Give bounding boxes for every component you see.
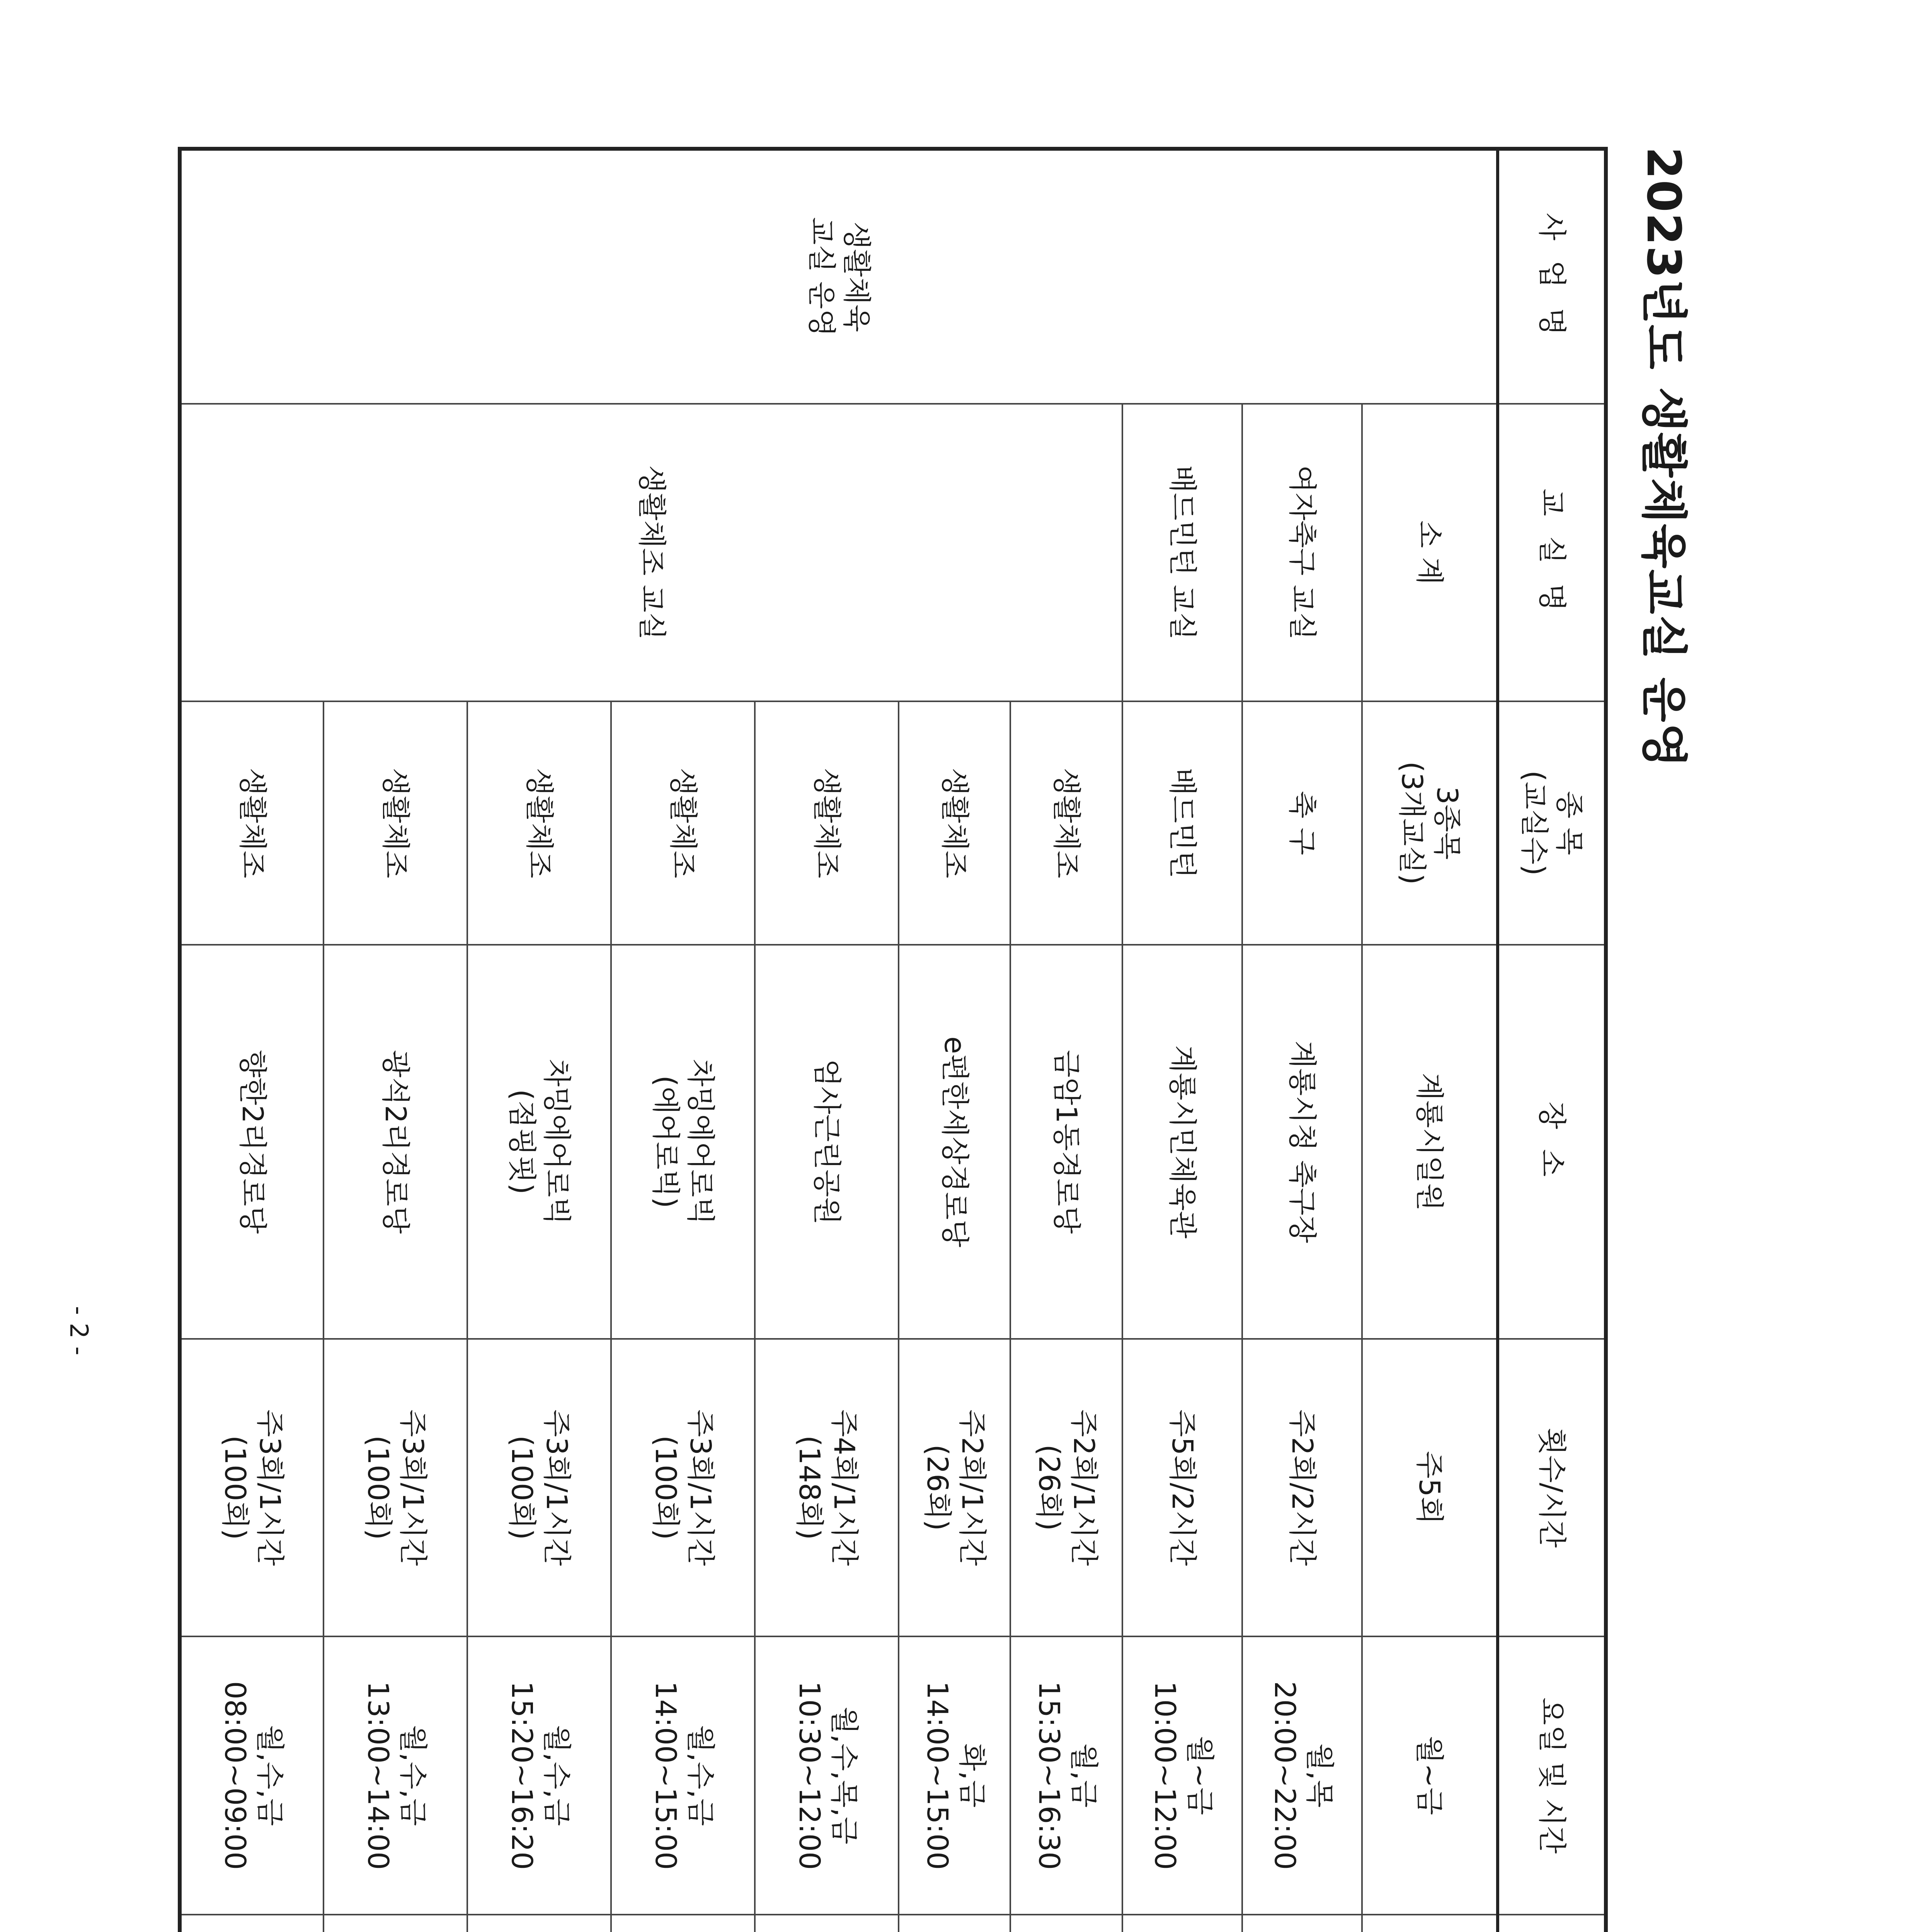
header-class-name: 교 실 명 bbox=[1498, 404, 1606, 701]
table-row bbox=[1122, 149, 1242, 1932]
participants-cell bbox=[1242, 1915, 1362, 1932]
sport-cell: 생활체조 bbox=[467, 701, 611, 945]
participants-cell bbox=[755, 1915, 899, 1932]
sport-cell: 배드민턴 bbox=[1122, 701, 1242, 945]
frequency-cell: 주5회/2시간 bbox=[1122, 1339, 1242, 1636]
sport-cell: 생활체조 bbox=[899, 701, 1010, 945]
participants-cell bbox=[611, 1915, 755, 1932]
summary-label: 소 계 bbox=[1362, 404, 1498, 701]
table-row bbox=[1010, 149, 1122, 1932]
sport-cell: 생활체조 bbox=[1010, 701, 1122, 945]
header-days-time: 요일 및 시간 bbox=[1498, 1636, 1606, 1915]
days-time-cell: 월,수,금 08:00~09:00 bbox=[180, 1636, 323, 1915]
frequency-cell: 주3회/1시간 (100회) bbox=[611, 1339, 755, 1636]
sport-cell: 생활체조 bbox=[611, 701, 755, 945]
page-number: - 2 - bbox=[64, 1306, 93, 1355]
days-time-cell: 월,금 15:30~16:30 bbox=[1010, 1636, 1122, 1915]
header-frequency: 횟수/시간 bbox=[1498, 1339, 1606, 1636]
sport-cell: 생활체조 bbox=[755, 701, 899, 945]
header-venue: 장 소 bbox=[1498, 945, 1606, 1339]
frequency-cell: 주2회/1시간 (26회) bbox=[899, 1339, 1010, 1636]
class-schedule-table bbox=[178, 147, 1608, 1932]
days-time-cell: 월~금 10:00~12:00 bbox=[1122, 1636, 1242, 1915]
class-name-cell: 여자축구 교실 bbox=[1242, 404, 1362, 701]
participants-cell bbox=[1122, 1915, 1242, 1932]
venue-cell: 차밍에어로빅 (에어로빅) bbox=[611, 945, 755, 1339]
days-time-cell: 월,수,금 14:00~15:00 bbox=[611, 1636, 755, 1915]
participants-cell bbox=[1010, 1915, 1122, 1932]
frequency-cell: 주2회/2시간 bbox=[1242, 1339, 1362, 1636]
days-time-cell: 월,목 20:00~22:00 bbox=[1242, 1636, 1362, 1915]
frequency-cell: 주2회/1시간 (26회) bbox=[1010, 1339, 1122, 1636]
sport-cell: 생활체조 bbox=[323, 701, 467, 945]
venue-cell: 엄사근린공원 bbox=[755, 945, 899, 1339]
days-time-cell: 화,금 14:00~15:00 bbox=[899, 1636, 1010, 1915]
participants-cell bbox=[323, 1915, 467, 1932]
project-name-cell: 생활체육 교실 운영 bbox=[180, 149, 1498, 404]
venue-cell: 광석2리경로당 bbox=[323, 945, 467, 1339]
frequency-cell: 주3회/1시간 (100회) bbox=[467, 1339, 611, 1636]
summary-row bbox=[1362, 149, 1498, 1932]
table-header-row bbox=[1498, 149, 1606, 1932]
document-title: 2023년도 생활체육교실 운영 bbox=[1636, 147, 1690, 769]
header-project: 사 업 명 bbox=[1498, 149, 1606, 404]
participants-cell bbox=[180, 1915, 323, 1932]
summary-frequency: 주5회 bbox=[1362, 1339, 1498, 1636]
summary-participants bbox=[1362, 1915, 1498, 1932]
summary-days-time: 월~금 bbox=[1362, 1636, 1498, 1915]
days-time-cell: 월,수,금 15:20~16:20 bbox=[467, 1636, 611, 1915]
header-participants bbox=[1498, 1915, 1606, 1932]
venue-cell: 향한2리경로당 bbox=[180, 945, 323, 1339]
days-time-cell: 월,수,목,금 10:30~12:00 bbox=[755, 1636, 899, 1915]
summary-sport: 3종목 (3개교실) bbox=[1362, 701, 1498, 945]
sport-cell: 생활체조 bbox=[180, 701, 323, 945]
days-time-cell: 월,수,금 13:00~14:00 bbox=[323, 1636, 467, 1915]
venue-cell: 금암1동경로당 bbox=[1010, 945, 1122, 1339]
venue-cell: 계룡시민체육관 bbox=[1122, 945, 1242, 1339]
frequency-cell: 주4회/1시간 (148회) bbox=[755, 1339, 899, 1636]
class-name-cell: 배드민턴 교실 bbox=[1122, 404, 1242, 701]
header-sport: 종 목 (교실수) bbox=[1498, 701, 1606, 945]
participants-cell bbox=[899, 1915, 1010, 1932]
summary-venue: 계룡시일원 bbox=[1362, 945, 1498, 1339]
frequency-cell: 주3회/1시간 (100회) bbox=[323, 1339, 467, 1636]
table-row bbox=[1242, 149, 1362, 1932]
venue-cell: 차밍에어로빅 (점핑핏) bbox=[467, 945, 611, 1339]
frequency-cell: 주3회/1시간 (100회) bbox=[180, 1339, 323, 1636]
sport-cell: 축 구 bbox=[1242, 701, 1362, 945]
venue-cell: 계룡시청 축구장 bbox=[1242, 945, 1362, 1339]
participants-cell bbox=[467, 1915, 611, 1932]
class-name-cell: 생활체조 교실 bbox=[180, 404, 1122, 701]
venue-cell: e편한세상경로당 bbox=[899, 945, 1010, 1339]
